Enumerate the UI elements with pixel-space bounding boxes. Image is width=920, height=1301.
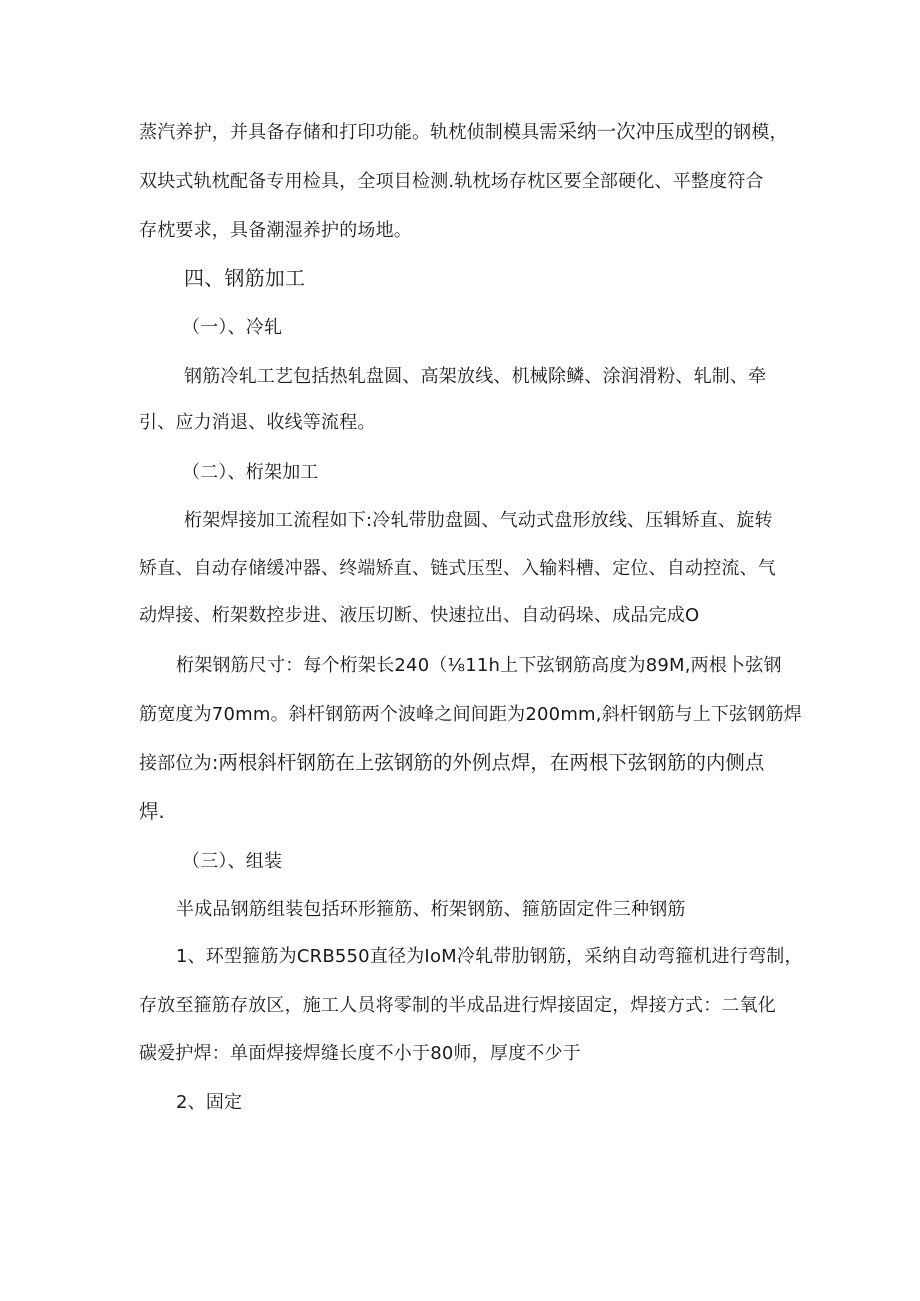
paragraph-4-line-2: 筋宽度为70mm。斜杆钢筋两个波峰之间间距为200mm,斜杆钢筋与上下弦钢筋焊 — [139, 704, 802, 725]
paragraph-1-line-2: 双块式轨枕配备专用检具，全项目检测.轨枕场存枕区要全部硬化、平整度符合 — [139, 171, 764, 192]
paragraph-6-line-3: 碳爱护焊：单面焊接焊缝长度不小于80师，厚度不少于 — [139, 1043, 581, 1064]
paragraph-1-line-1 — [139, 120, 788, 145]
text-run: 接部位为 — [139, 753, 212, 774]
paragraph-3-line-2: 矫直、自动存储缓冲器、终端矫直、链式压型、入输料槽、定位、自动控流、气 — [139, 558, 776, 579]
text-run-emphasis: :两根斜杆钢筋在上弦钢筋的外例点焊，在两根下弦钢筋的内侧点 — [211, 751, 765, 774]
paragraph-3-line-3: 动焊接、桁架数控步进、液压切断、快速拉出、自动码垛、成品完成O — [139, 605, 700, 626]
text-run: 钢模， — [733, 122, 788, 143]
paragraph-1-line-3: 存枕要求，具备潮湿养护的场地。 — [139, 220, 412, 241]
section-heading-4: 四、钢筋加工 — [184, 266, 306, 290]
text-run-emphasis: 采纳一次冲压成型的 — [557, 120, 734, 143]
paragraph-4-line-1: 桁架钢筋尺寸：每个桁架长240（⅛11h上下弦钢筋高度为89M,两根卜弦钢 — [176, 655, 782, 676]
paragraph-6-line-1: 1、环型箍筋为CRB550直径为IoM冷轧带肋钢筋，采纳自动弯箍机进行弯制， — [176, 946, 803, 967]
paragraph-2-line-2: 引、应力消退、收线等流程。 — [139, 412, 376, 433]
paragraph-2-line-1: 钢筋冷轧工艺包括热轧盘圆、高架放线、机械除鳞、涂润滑粉、轧制、牵 — [184, 366, 767, 387]
paragraph-3-line-1: 桁架焊接加工流程如下:冷轧带肋盘圆、气动式盘形放线、压辑矫直、旋转 — [184, 510, 773, 531]
paragraph-4-line-4: 焊. — [139, 800, 165, 823]
subsection-heading-1: （一）、冷轧 — [182, 317, 283, 338]
subsection-heading-3: （三）、组装 — [182, 851, 283, 872]
subsection-heading-2: （二）、桁架加工 — [182, 462, 319, 483]
paragraph-5-line-1: 半成品钢筋组装包括环形箍筋、桁架钢筋、箍筋固定件三种钢筋 — [176, 899, 686, 920]
text-run: 蒸汽养护，并具备存储和打印功能。轨枕侦制模具需 — [139, 122, 558, 143]
item-heading-2: 2、固定 — [176, 1092, 243, 1113]
paragraph-6-line-2: 存放至箍筋存放区，施工人员将零制的半成品进行焊接固定，焊接方式：二氧化 — [139, 995, 776, 1016]
paragraph-4-line-3 — [139, 751, 764, 776]
